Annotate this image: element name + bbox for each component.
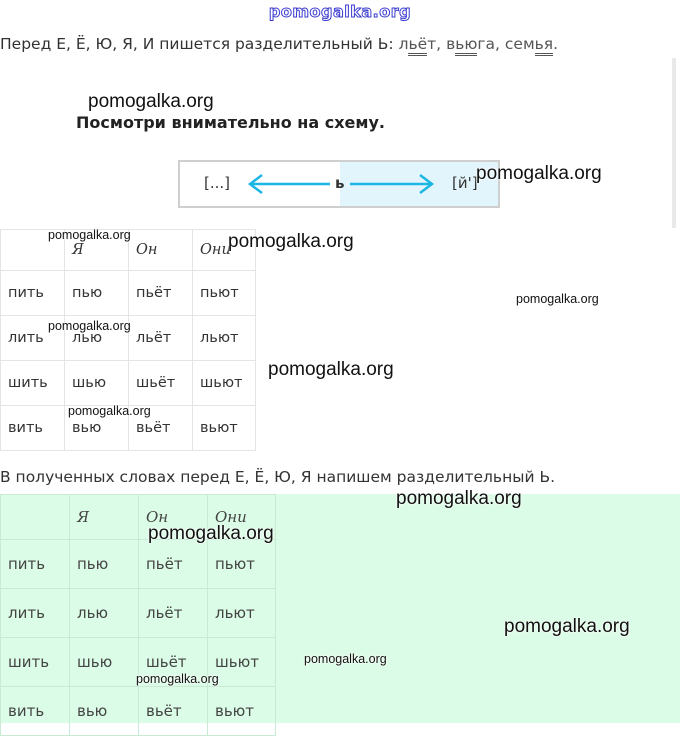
watermark: pomogalka.org (304, 652, 387, 666)
table-cell: пить (1, 271, 65, 316)
table-cell: пью (65, 271, 129, 316)
rule-statement: Перед Е, Ё, Ю, Я, И пишется разделительный Ь: (0, 35, 394, 53)
example-word-2: вьюга, (446, 35, 500, 56)
conclusion-text: В полученных словах перед Е, Ё, Ю, Я напишем разделительный Ь. (0, 468, 556, 486)
watermark: pomogalka.org (504, 616, 630, 637)
table-row (1, 271, 256, 316)
table-cell: льёт (129, 316, 193, 361)
watermark: pomogalka.org (396, 488, 522, 509)
table-cell: вить (1, 406, 65, 451)
table-cell: вьют (193, 406, 256, 451)
watermark: pomogalka.org (68, 404, 151, 418)
table-cell: пьют (193, 271, 256, 316)
site-header-logo[interactable]: pomogalka.org (268, 2, 412, 21)
table-cell: вить (1, 687, 70, 736)
example-word-1: льёт, (399, 35, 442, 56)
watermark: pomogalka.org (48, 319, 131, 333)
table-cell: шьёт (139, 638, 208, 687)
watermark: pomogalka.org (228, 231, 354, 252)
table-row (1, 687, 276, 736)
decorative-divider (672, 58, 676, 228)
table-row (1, 361, 256, 406)
instruction-text: Посмотри внимательно на схему. (76, 113, 385, 132)
table-cell: шить (1, 361, 65, 406)
scheme-center-label: ь (335, 174, 345, 192)
scheme-diagram (178, 160, 500, 208)
scheme-left-label: [...] (204, 174, 231, 192)
table-cell: пьёт (129, 271, 193, 316)
table-cell: шить (1, 638, 70, 687)
rule-text (0, 35, 558, 53)
table-cell: лить (1, 316, 65, 361)
watermark: pomogalka.org (268, 359, 394, 380)
table-cell: шью (65, 361, 129, 406)
table-header-cell: Я (65, 230, 129, 271)
table-row (1, 589, 276, 638)
table-cell: льют (193, 316, 256, 361)
table-cell: шьют (208, 638, 276, 687)
table-cell: вьёт (139, 687, 208, 736)
table-cell: вью (65, 406, 129, 451)
scheme-right-label: [й'] (452, 174, 478, 192)
table-cell: льёт (139, 589, 208, 638)
watermark: pomogalka.org (136, 672, 219, 686)
table-cell: вьют (208, 687, 276, 736)
table-header-cell: Они (193, 230, 256, 271)
table-row (1, 540, 276, 589)
table-cell: лью (65, 316, 129, 361)
watermark: pomogalka.org (476, 163, 602, 184)
table-header-cell: Он (129, 230, 193, 271)
table-cell: льют (208, 589, 276, 638)
table-header-cell: Они (208, 495, 276, 540)
table-cell: вьёт (129, 406, 193, 451)
table-cell: лить (1, 589, 70, 638)
table-cell: пить (1, 540, 70, 589)
example-word-3: семья. (505, 35, 558, 56)
table-cell: шьют (193, 361, 256, 406)
table-header-cell: Он (139, 495, 208, 540)
table-cell: шью (70, 638, 139, 687)
table-header-cell: Я (70, 495, 139, 540)
table-cell: пьют (208, 540, 276, 589)
table-cell: лью (70, 589, 139, 638)
watermark: pomogalka.org (148, 523, 274, 544)
table-cell: шьёт (129, 361, 193, 406)
table-cell: пьёт (139, 540, 208, 589)
table-header-cell (1, 495, 70, 540)
watermark: pomogalka.org (516, 292, 599, 306)
table-cell: вью (70, 687, 139, 736)
watermark: pomogalka.org (88, 91, 214, 112)
table-cell: пью (70, 540, 139, 589)
watermark: pomogalka.org (48, 228, 131, 242)
